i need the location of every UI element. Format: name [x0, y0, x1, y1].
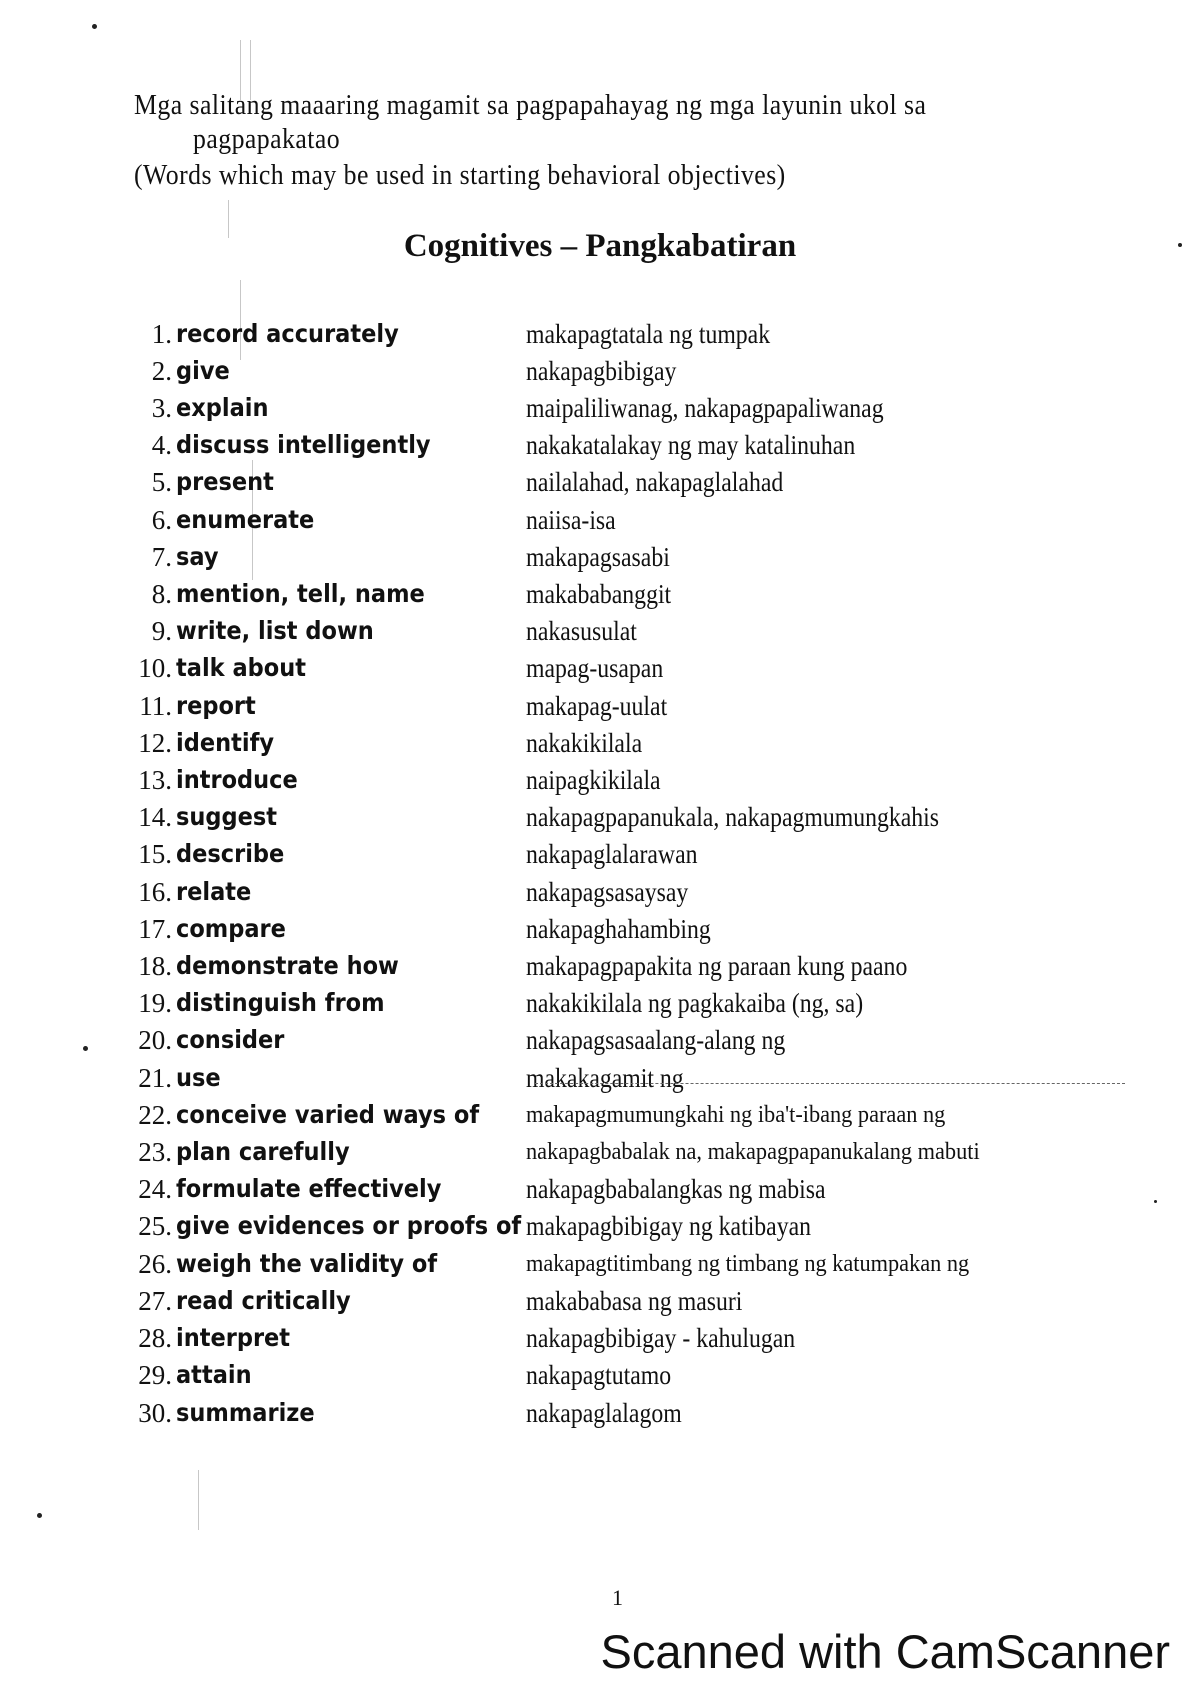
list-item [0, 1022, 1200, 1058]
list-item [0, 1283, 1200, 1319]
item-number: 3. [151, 393, 172, 423]
item-number: 2. [151, 356, 172, 386]
filipino-term: maipaliliwanag, nakapagpapaliwanag [526, 393, 884, 423]
item-number: 28. [138, 1323, 172, 1353]
list-item [0, 836, 1200, 872]
item-number: 26. [138, 1249, 172, 1279]
item-number: 18. [138, 951, 172, 981]
filipino-term: makababasa ng masuri [526, 1286, 743, 1316]
list-item [0, 1208, 1200, 1244]
english-term: introduce [176, 765, 298, 794]
filipino-term: nakakatalakay ng may katalinuhan [526, 430, 856, 460]
english-term: enumerate [176, 505, 315, 534]
item-number: 25. [138, 1211, 172, 1241]
filipino-term: nakapagbabalak na, makapagpapanukalang mabuti [526, 1139, 980, 1165]
english-term: say [176, 542, 219, 571]
list-item [0, 911, 1200, 947]
english-term: relate [176, 877, 252, 906]
english-term: identify [176, 728, 275, 757]
filipino-term: nakapagsasaysay [526, 877, 689, 907]
camscanner-watermark: Scanned with CamScanner [600, 1625, 1170, 1678]
item-number: 5. [151, 467, 172, 497]
item-number: 23. [138, 1137, 172, 1167]
english-term: present [176, 467, 274, 496]
list-item [0, 948, 1200, 984]
item-number: 1. [151, 319, 172, 349]
item-number: 15. [138, 839, 172, 869]
list-item [0, 390, 1200, 426]
filipino-term: makapagmumungkahi ng iba't-ibang paraan ng [526, 1102, 946, 1128]
item-number: 11. [139, 691, 172, 721]
filipino-term: nakasusulat [526, 616, 637, 646]
item-number: 21. [138, 1063, 172, 1093]
list-item [0, 1134, 1200, 1170]
english-term: explain [176, 393, 269, 422]
filipino-term: nakapagsasaalang-alang ng [526, 1025, 786, 1055]
english-term: report [176, 691, 256, 720]
item-number: 16. [138, 877, 172, 907]
english-term: formulate effectively [176, 1174, 442, 1203]
english-term: attain [176, 1360, 252, 1389]
list-item [0, 539, 1200, 575]
filipino-term: nakapagbibigay [526, 356, 677, 386]
scan-speck [37, 1513, 42, 1518]
item-number: 13. [138, 765, 172, 795]
list-item [0, 874, 1200, 910]
header-line-3: (Words which may be used in starting behavioral objectives) [134, 160, 786, 191]
english-term: give evidences or proofs of [176, 1211, 522, 1240]
english-term: describe [176, 839, 285, 868]
item-number: 24. [138, 1174, 172, 1204]
list-item [0, 1357, 1200, 1393]
item-number: 7. [151, 542, 172, 572]
filipino-term: nakapaglalarawan [526, 839, 698, 869]
filipino-term: nailalahad, nakapaglalahad [526, 467, 784, 497]
item-number: 10. [138, 653, 172, 683]
list-item [0, 799, 1200, 835]
list-item [0, 613, 1200, 649]
item-number: 12. [138, 728, 172, 758]
list-item [0, 985, 1200, 1021]
list-item [0, 464, 1200, 500]
english-term: summarize [176, 1398, 315, 1427]
english-term: talk about [176, 653, 306, 682]
english-term: use [176, 1063, 221, 1092]
filipino-term: nakapagbibigay - kahulugan [526, 1323, 796, 1353]
item-number: 14. [138, 802, 172, 832]
list-item [0, 650, 1200, 686]
filipino-term: makapag-uulat [526, 691, 668, 721]
item-number: 6. [151, 505, 172, 535]
filipino-term: nakapagtutamo [526, 1360, 672, 1390]
list-item [0, 762, 1200, 798]
header-line-2: pagpapakatao [193, 124, 341, 155]
filipino-term: makababanggit [526, 579, 672, 609]
item-number: 19. [138, 988, 172, 1018]
english-term: record accurately [176, 319, 399, 348]
filipino-term: makapagsasabi [526, 542, 670, 572]
list-item [0, 1246, 1200, 1282]
filipino-term: nakapagbabalangkas ng mabisa [526, 1174, 826, 1204]
english-term: weigh the validity of [176, 1249, 438, 1278]
english-term: read critically [176, 1286, 351, 1315]
header-line-1: Mga salitang maaaring magamit sa pagpapahayag ng mga layunin ukol sa [134, 90, 927, 121]
filipino-term: makapagpapakita ng paraan kung paano [526, 951, 908, 981]
list-item [0, 1395, 1200, 1431]
list-item [0, 316, 1200, 352]
filipino-term: mapag-usapan [526, 653, 664, 683]
item-number: 27. [138, 1286, 172, 1316]
list-item [0, 353, 1200, 389]
item-number: 8. [151, 579, 172, 609]
filipino-term: makapagtatala ng tumpak [526, 319, 771, 349]
list-item [0, 576, 1200, 612]
list-item [0, 427, 1200, 463]
section-title: Cognitives – Pangkabatiran [403, 228, 797, 264]
item-number: 30. [138, 1398, 172, 1428]
item-number: 9. [151, 616, 172, 646]
item-number: 4. [151, 430, 172, 460]
scan-line [198, 1470, 199, 1530]
item-number: 20. [138, 1025, 172, 1055]
english-term: mention, tell, name [176, 579, 425, 608]
scan-speck [92, 24, 97, 29]
english-term: give [176, 356, 230, 385]
english-term: conceive varied ways of [176, 1100, 480, 1129]
english-term: demonstrate how [176, 951, 399, 980]
english-term: compare [176, 914, 286, 943]
english-term: write, list down [176, 616, 374, 645]
filipino-term: nakapagpapanukala, nakapagmumungkahis [526, 802, 940, 832]
list-item [0, 1097, 1200, 1133]
list-item [0, 1320, 1200, 1356]
filipino-term: nakakikilala ng pagkakaiba (ng, sa) [526, 988, 864, 1018]
page-number: 1 [612, 1585, 623, 1610]
filipino-term: nakapaglalagom [526, 1398, 682, 1428]
english-term: consider [176, 1025, 285, 1054]
filipino-term: nakapaghahambing [526, 914, 711, 944]
filipino-term: nakakikilala [526, 728, 643, 758]
list-item [0, 1060, 1200, 1096]
english-term: suggest [176, 802, 278, 831]
list-item [0, 502, 1200, 538]
english-term: interpret [176, 1323, 291, 1352]
item-number: 29. [138, 1360, 172, 1390]
filipino-term: makakagamit ng [526, 1063, 684, 1093]
english-term: distinguish from [176, 988, 385, 1017]
english-term: discuss intelligently [176, 430, 431, 459]
filipino-term: naipagkikilala [526, 765, 661, 795]
item-number: 17. [138, 914, 172, 944]
list-item [0, 1171, 1200, 1207]
english-term: plan carefully [176, 1137, 350, 1166]
list-item [0, 725, 1200, 761]
filipino-term: naiisa-isa [526, 505, 616, 535]
list-item [0, 688, 1200, 724]
filipino-term: makapagbibigay ng katibayan [526, 1211, 812, 1241]
filipino-term: makapagtitimbang ng timbang ng katumpakan ng [526, 1251, 970, 1277]
item-number: 22. [138, 1100, 172, 1130]
dashed-leader-line [535, 1083, 1125, 1084]
